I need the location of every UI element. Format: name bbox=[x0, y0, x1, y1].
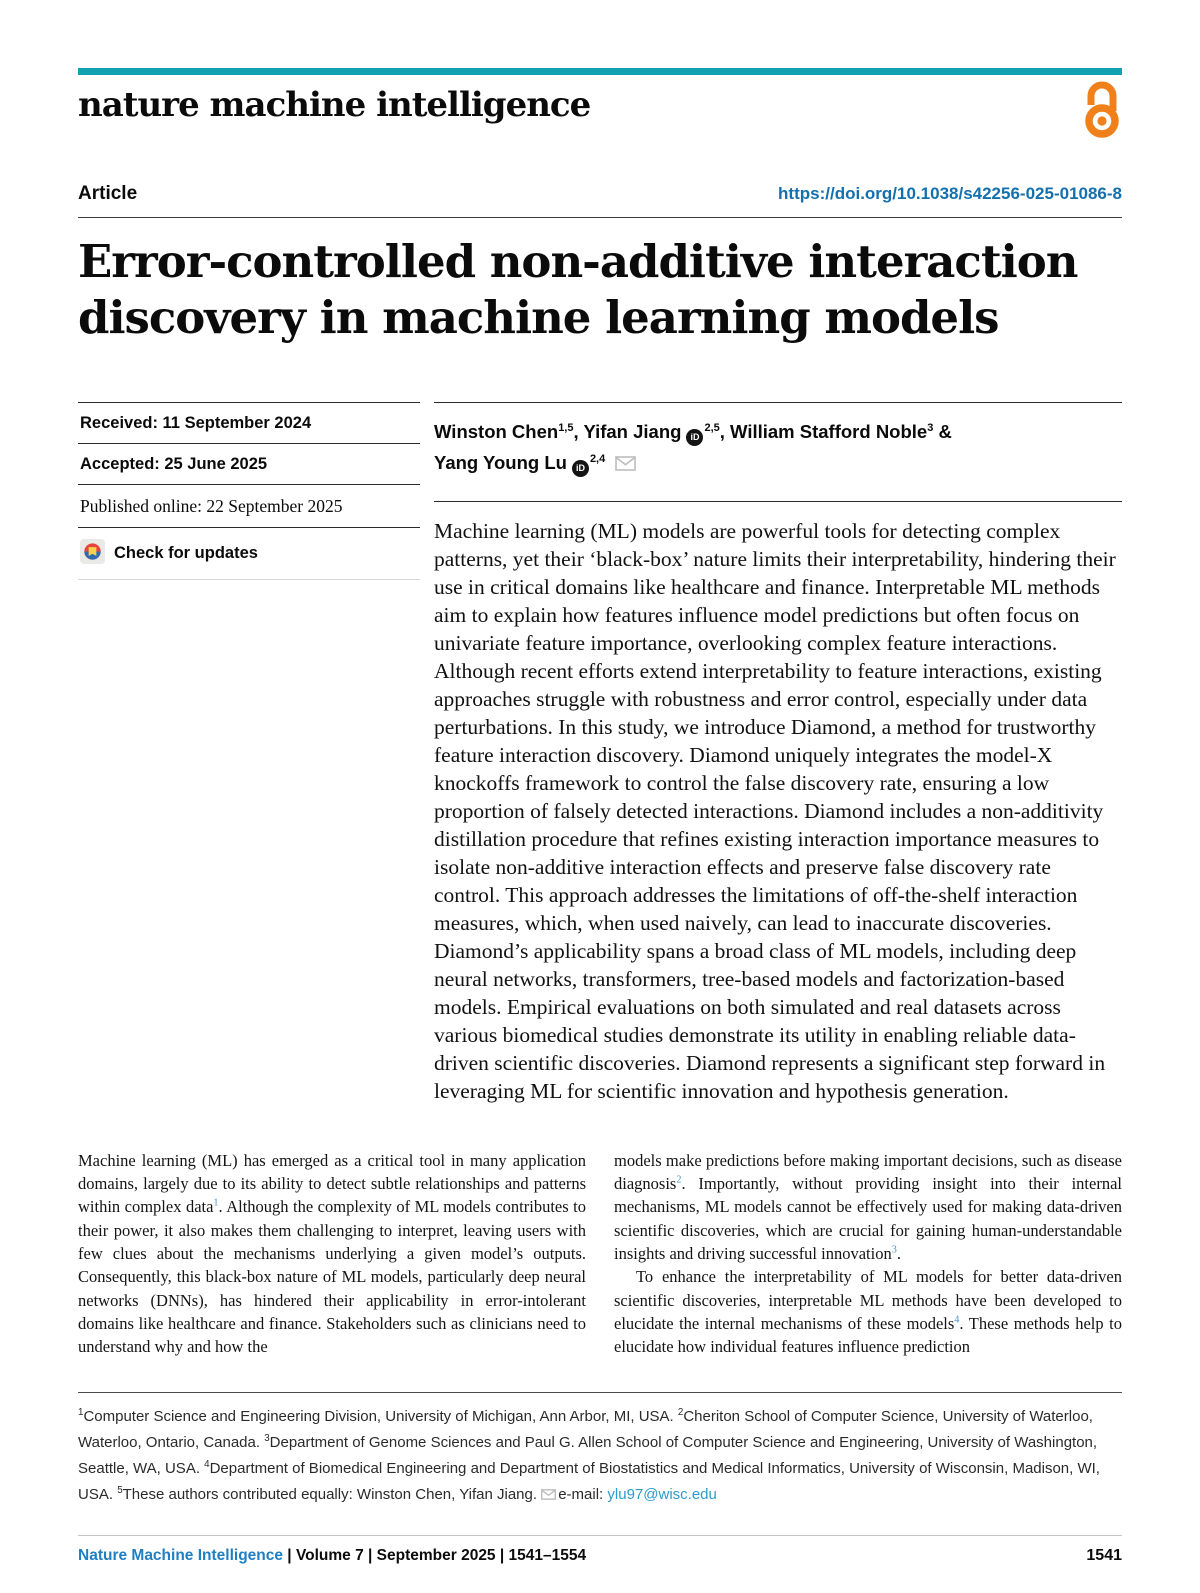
body-column-left bbox=[78, 1149, 586, 1359]
title-line-1: Error-controlled non-additive interaction bbox=[78, 235, 1078, 288]
footer-journal-link[interactable]: Nature Machine Intelligence bbox=[78, 1547, 283, 1564]
body-text: . Importantly, without providing insight into their internal mechanisms, ML models cannot be effectively used for making data-driven scientific discoveries, which are crucial for gaining human-understandable insights and driving successful innovation bbox=[614, 1174, 1122, 1263]
affil-text: Department of Genome Sciences and Paul G. Allen School of Computer Science and Engineering, University of Washington, Seattle, WA, USA. bbox=[78, 1434, 1098, 1477]
title-line-2: discovery in machine learning models bbox=[78, 290, 999, 344]
footer-issue-info: | Volume 7 | September 2025 | 1541–1554 bbox=[283, 1547, 587, 1564]
journal-wordmark: nature machine intelligence bbox=[78, 85, 591, 125]
footnote-rule bbox=[78, 1392, 1122, 1393]
paragraph bbox=[78, 1149, 586, 1359]
citation-ref[interactable]: 4 bbox=[954, 1314, 960, 1326]
brand-bar bbox=[78, 68, 1122, 75]
author-affil-sup: 2,4 bbox=[589, 452, 606, 465]
check-for-updates-button[interactable] bbox=[78, 527, 420, 580]
check-for-updates-label: Check for updates bbox=[114, 544, 258, 563]
author-separator: , bbox=[573, 420, 584, 442]
affil-text: Cheriton School of Computer Science, University of Waterloo, Waterloo, Ontario, Canada. bbox=[78, 1408, 1093, 1451]
citation-ref[interactable]: 3 bbox=[891, 1244, 897, 1256]
published-date: Published online: 22 September 2025 bbox=[78, 484, 420, 527]
body-text: . These methods help to elucidate how individual features influence prediction bbox=[614, 1313, 1122, 1357]
footer-left bbox=[78, 1547, 586, 1565]
main-grid bbox=[78, 402, 1122, 1105]
email-label: e-mail: bbox=[558, 1486, 608, 1503]
article-history-panel bbox=[78, 402, 420, 1105]
affil-text: These authors contributed equally: Winston Chen, Yifan Jiang. bbox=[122, 1486, 542, 1503]
orcid-icon[interactable]: iD bbox=[686, 429, 703, 446]
crossmark-icon bbox=[80, 539, 105, 569]
affil-text: Department of Biomedical Engineering and Department of Biostatistics and Medical Informatics, University of Wisconsin, Madison, WI, USA. bbox=[78, 1460, 1100, 1503]
accepted-date: Accepted: 25 June 2025 bbox=[78, 443, 420, 484]
author-list bbox=[434, 416, 1122, 480]
author-affil-sup: 3 bbox=[927, 421, 934, 434]
corresponding-author-envelope-icon[interactable] bbox=[610, 454, 636, 475]
email-link[interactable]: ylu97@wisc.edu bbox=[607, 1486, 717, 1503]
article-row bbox=[78, 183, 1122, 205]
body-text: . bbox=[896, 1243, 901, 1263]
author-name: Yifan Jiang bbox=[583, 420, 682, 442]
affil-sup: 2 bbox=[677, 1407, 684, 1418]
affil-sup: 4 bbox=[204, 1459, 210, 1470]
received-date: Received: 11 September 2024 bbox=[78, 402, 420, 443]
author-separator: & bbox=[933, 420, 952, 442]
body-columns bbox=[78, 1149, 1122, 1359]
orcid-icon[interactable]: iD bbox=[572, 460, 589, 477]
page-title bbox=[78, 234, 1122, 346]
affil-sup: 1 bbox=[78, 1407, 84, 1418]
affil-text: Computer Science and Engineering Division, University of Michigan, Ann Arbor, MI, USA. bbox=[83, 1408, 678, 1425]
content-column bbox=[434, 402, 1122, 1105]
affiliations-footnote bbox=[78, 1404, 1122, 1509]
doi-link[interactable]: https://doi.org/10.1038/s42256-025-01086-8 bbox=[778, 184, 1122, 203]
masthead bbox=[78, 75, 1122, 137]
author-affil-sup: 2,5 bbox=[704, 421, 720, 434]
paragraph bbox=[614, 1265, 1122, 1358]
citation-ref[interactable]: 2 bbox=[676, 1174, 682, 1186]
body-text: Machine learning (ML) has emerged as a critical tool in many application domains, largely due to its ability to detect subtle relationships and patterns within complex data bbox=[78, 1150, 586, 1217]
open-access-icon bbox=[1076, 79, 1122, 144]
paragraph bbox=[614, 1149, 1122, 1265]
author-name: William Stafford Noble bbox=[730, 420, 928, 442]
footer-rule bbox=[78, 1535, 1122, 1536]
bottom-area bbox=[78, 1392, 1122, 1565]
article-type-label: Article bbox=[78, 183, 138, 204]
author-name: Winston Chen bbox=[434, 420, 559, 442]
abstract-text: Machine learning (ML) models are powerful tools for detecting complex patterns, yet their ‘black-box’ nature limits their interpretability, hindering their use in critical domains like healthcare and finance. Interpretable ML methods aim to explain how features influence model predictions but often focus on univariate feature importance, overlooking complex feature interactions. Although recent efforts extend interpretability to feature interactions, existing approaches struggle with robustness and error control, especially under data perturbations. In this study, we introduce Diamond, a method for trustworthy feature interaction discovery. Diamond uniquely integrates the model-X knockoffs framework to control the false discovery rate, ensuring a low proportion of falsely detected interactions. Diamond includes a non-additivity distillation procedure that refines existing interaction importance measures to isolate non-additive interaction effects and preserve false discovery rate control. This approach addresses the limitations of off-the-shelf interaction measures, which, when used naively, can lead to inaccurate discoveries. Diamond’s applicability spans a broad class of ML models, including deep neural networks, transformers, tree-based models and factorization-based models. Empirical evaluations on both simulated and real datasets across various biomedical studies demonstrate its utility in enabling reliable data-driven scientific discoveries. Diamond represents a significant step forward in leveraging ML for scientific innovation and hypothesis generation. bbox=[434, 518, 1116, 1103]
author-separator: , bbox=[719, 420, 731, 442]
email-envelope-icon bbox=[541, 1487, 556, 1504]
body-column-right bbox=[614, 1149, 1122, 1359]
author-name: Yang Young Lu bbox=[434, 451, 567, 473]
affil-sup: 3 bbox=[264, 1433, 270, 1444]
body-text: To enhance the interpretability of ML models for better data-driven scientific discoveries, interpretable ML methods have been developed to elucidate the internal mechanisms of these models bbox=[614, 1267, 1122, 1333]
header-rule bbox=[78, 217, 1122, 218]
body-text: . Although the complexity of ML models contributes to their power, it also makes them challenging to interpret, leaving users with few clues about the mechanisms underlying a given model’s outputs. Consequently, this black-box nature of ML models, particularly deep neural networks (DNNs), has hindered their applicability in error-intolerant domains like healthcare and finance. Stakeholders such as clinicians need to understand why and how the bbox=[78, 1197, 586, 1357]
abstract-block bbox=[434, 501, 1122, 1105]
page-number: 1541 bbox=[1086, 1547, 1122, 1564]
citation-ref[interactable]: 1 bbox=[213, 1197, 219, 1209]
affil-sup: 5 bbox=[117, 1485, 123, 1496]
author-affil-sup: 1,5 bbox=[558, 421, 574, 434]
page-footer bbox=[78, 1547, 1122, 1565]
body-text: models make predictions before making important decisions, such as disease diagnosis bbox=[614, 1150, 1122, 1194]
